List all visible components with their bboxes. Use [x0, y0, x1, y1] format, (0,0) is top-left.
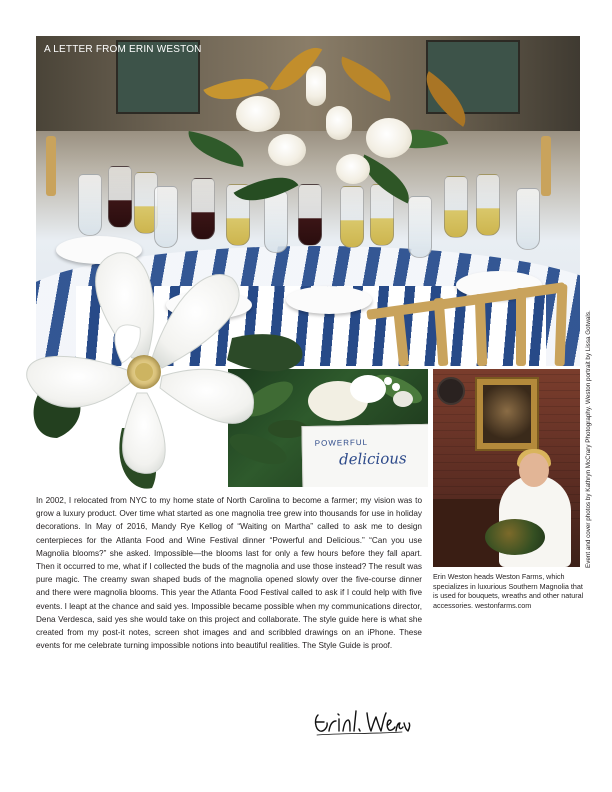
- photo-credit: Event and cover photos by Kathryn McCrary Photography. Weston portrait by Lissa Gotwals.: [585, 310, 592, 568]
- menu-card-script: delicious: [338, 449, 407, 469]
- hero-caption: A LETTER FROM ERIN WESTON: [44, 44, 202, 55]
- signature: [312, 705, 412, 739]
- letter-body: In 2002, I relocated from NYC to my home state of North Carolina to become a farmer; my vision was to grow a luxury product. Over time what started as one magnolia tree grew into thousands for use in holiday decorations. In May of 2016, Mandy Rye Kellog of “Waiting on Martha” called to ask me to design centerpieces for the Atlanta Food and Wine Festival dinner “Powerful and Delicious.” “Can you use Magnolia blooms?” she asked. Impossible—the blooms last for only a few hours before they fall apart. Then it occurred to me, what if I collected the buds of the magnolia and use those instead? The result was pure magic. The creamy swan shaped buds of the magnolia opened slowly over the five-course dinner and there were magnolia blooms. This year the Atlanta Food Festival called to ask if I could help with five events. I leapt at the chance and said yes. Impossible became possible when my communications director, Dena Verdesca, said yes she would take on this project and collaborate. The style guide here is what she created from my post-it notes, screen shot images and and scribbled drawings on an iPhone. These events for me celebrate turning impossible notions into beautiful realities. The Style Guide is proof.: [36, 496, 422, 651]
- portrait-photo: [433, 369, 580, 567]
- portrait-caption: Erin Weston heads Weston Farms, which specializes in luxurious Southern Magnolia that is used for bouquets, wreaths and other natural accessories. westonfarms.com: [433, 572, 584, 610]
- magnolia-flower-image: [22, 248, 312, 498]
- menu-card: [301, 424, 428, 487]
- menu-card-title: POWERFUL: [314, 437, 369, 448]
